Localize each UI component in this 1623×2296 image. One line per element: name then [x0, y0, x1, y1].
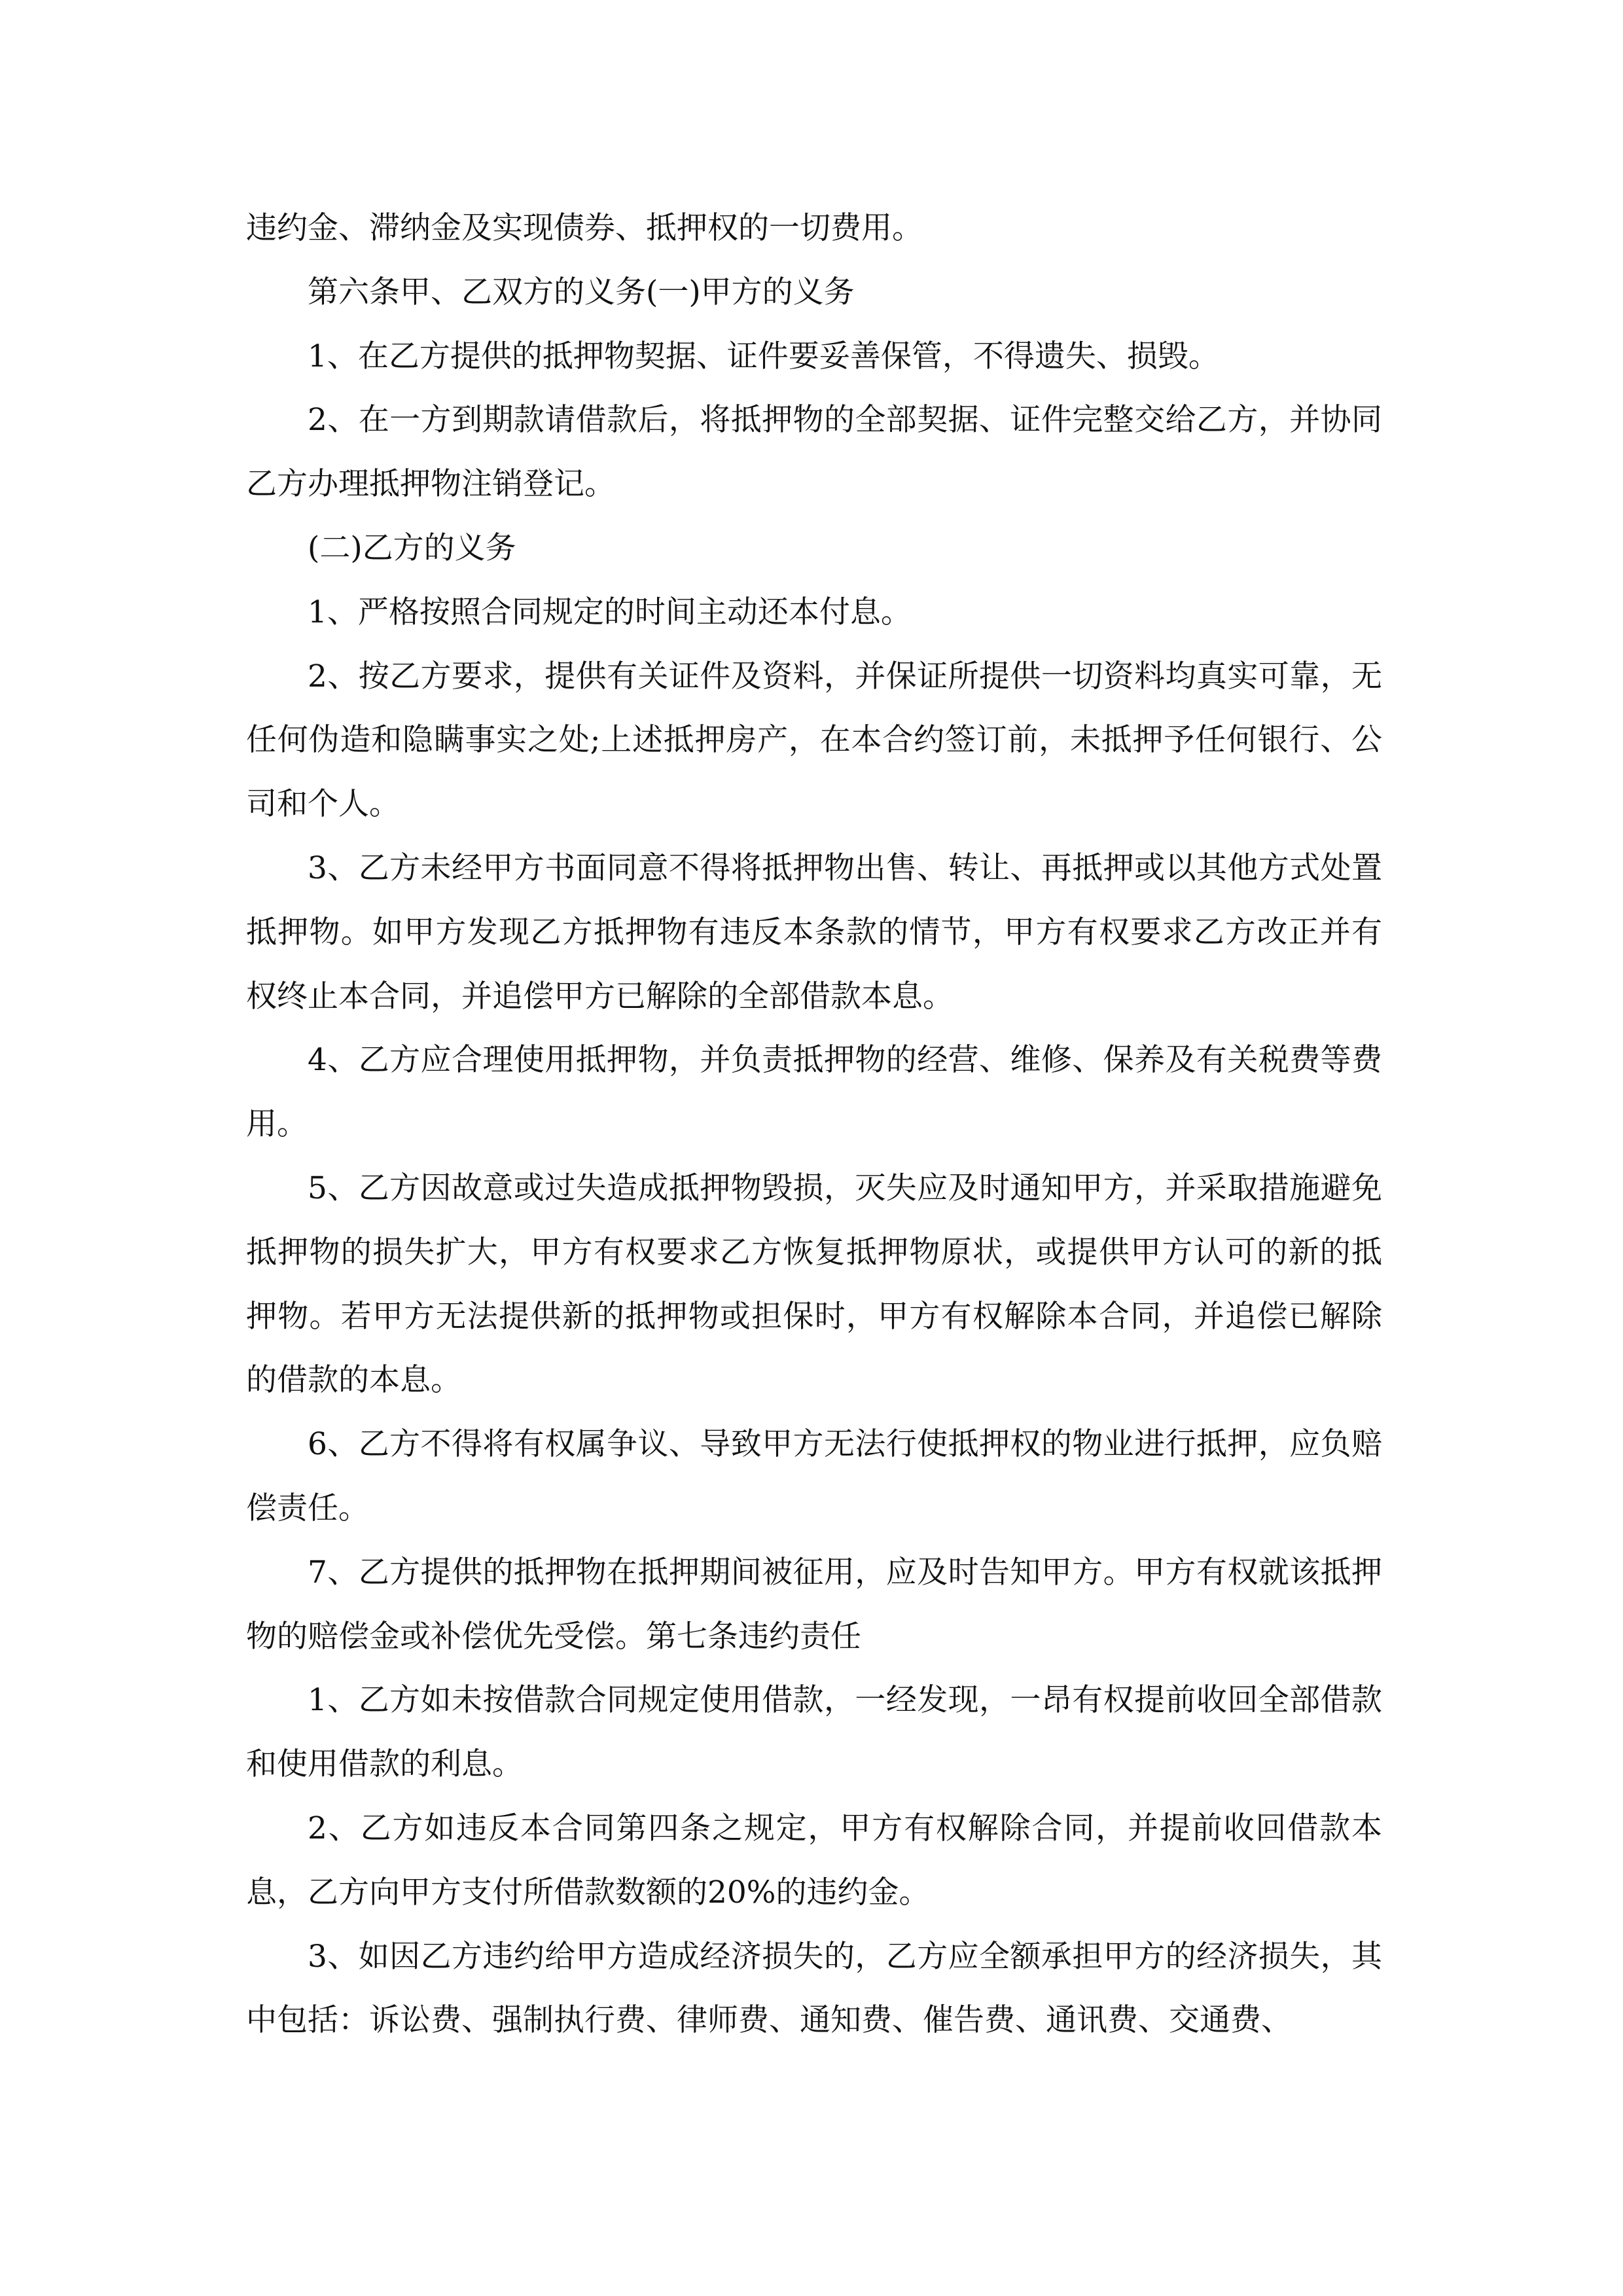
party-b-duty-4: 4、乙方应合理使用抵押物，并负责抵押物的经营、维修、保养及有关税费等费用。	[246, 1042, 1382, 1143]
party-b-duty-5: 5、乙方因故意或过失造成抵押物毁损，灭失应及时通知甲方，并采取措施避免抵押物的损失扩大，甲方有权要求乙方恢复抵押物原状，或提供甲方认可的新的抵押物。若甲方无法提供新的抵押物或担保时，甲方有权解除本合同，并追偿已解除的借款的本息。	[246, 1170, 1382, 1399]
party-a-duty-2: 2、在一方到期款请借款后，将抵押物的全部契据、证件完整交给乙方，并协同乙方办理抵押物注销登记。	[246, 402, 1382, 503]
breach-clause-2: 2、乙方如违反本合同第四条之规定，甲方有权解除合同，并提前收回借款本息，乙方向甲方支付所借款数额的20%的违约金。	[246, 1810, 1382, 1910]
party-b-duty-3: 3、乙方未经甲方书面同意不得将抵押物出售、转让、再抵押或以其他方式处置抵押物。如甲方发现乙方抵押物有违反本条款的情节，甲方有权要求乙方改正并有权终止本合同，并追偿甲方已解除的全部借款本息。	[246, 850, 1382, 1014]
party-a-duty-1: 1、在乙方提供的抵押物契据、证件要妥善保管，不得遗失、损毁。	[308, 338, 1219, 374]
party-b-duty-2: 2、按乙方要求，提供有关证件及资料，并保证所提供一切资料均真实可靠，无任何伪造和隐瞒事实之处;上述抵押房产，在本合约签订前，未抵押予任何银行、公司和个人。	[246, 658, 1382, 823]
breach-clause-3: 3、如因乙方违约给甲方造成经济损失的，乙方应全额承担甲方的经济损失，其中包括：诉讼费、强制执行费、律师费、通知费、催告费、通讯费、交通费、	[246, 1938, 1382, 2039]
party-b-duty-1: 1、严格按照合同规定的时间主动还本付息。	[308, 594, 912, 630]
article-6-heading: 第六条甲、乙双方的义务(一)甲方的义务	[308, 274, 855, 310]
party-b-duty-7: 7、乙方提供的抵押物在抵押期间被征用，应及时告知甲方。甲方有权就该抵押物的赔偿金或补偿优先受偿。第七条违约责任	[246, 1554, 1382, 1655]
paragraph-continued: 违约金、滞纳金及实现债券、抵押权的一切费用。	[246, 210, 923, 246]
document-body	[246, 196, 1382, 2053]
party-b-duties-heading: (二)乙方的义务	[308, 529, 516, 566]
breach-clause-1: 1、乙方如未按借款合同规定使用借款，一经发现，一昂有权提前收回全部借款和使用借款的利息。	[246, 1682, 1382, 1783]
party-b-duty-6: 6、乙方不得将有权属争议、导致甲方无法行使抵押权的物业进行抵押，应负赔偿责任。	[246, 1426, 1382, 1526]
